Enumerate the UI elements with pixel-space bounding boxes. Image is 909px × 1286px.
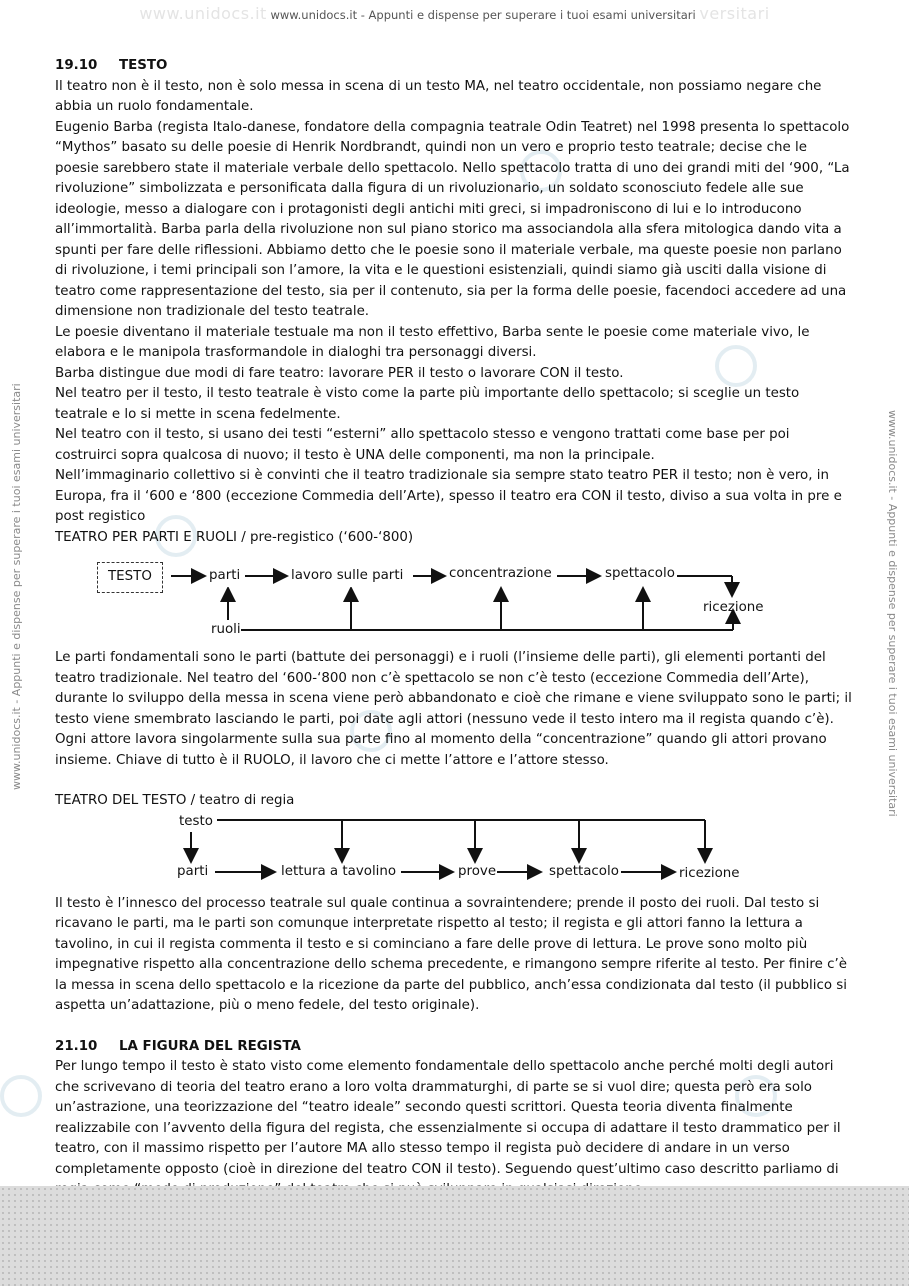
diagram-node-testo: TESTO [97,562,163,593]
diagram-node-spettacolo: spettacolo [605,564,675,585]
section-title: LA FIGURA DEL REGISTA [119,1038,301,1054]
diagram-node-lettura: lettura a tavolino [281,863,397,879]
paragraph: Nell’immaginario collettivo si è convinti che il teatro tradizionale sia sempre stato teatro PER il testo; non è vero, in Europa, fra il ‘600 e ‘800 (eccezione Commedia dell’Arte), spesso il teatro era CON il testo, diviso a sua volta in pre e post registico [55,468,842,524]
spacer [55,1017,855,1037]
paragraph: Il teatro non è il testo, non è solo messa in scena di un testo MA, nel teatro occidentale, non possiamo negare che abbia un ruolo fondamentale. [55,78,822,114]
section-number: 21.10 [55,1038,98,1054]
side-watermark-right: www.unidocs.it - Appunti e dispense per superare i tuoi esami universitari [886,410,899,817]
diagram-caption: TEATRO DEL TESTO / teatro di regia [55,793,295,808]
paragraph: Nel teatro per il testo, il testo teatrale è visto come la parte più importante dello spettacolo; si sceglie un testo teatrale e lo si mette in scena fedelmente. [55,386,800,422]
diagram-node-concentrazione: concentrazione [449,564,552,585]
paragraph: Per lungo tempo il testo è stato visto come elemento fondamentale dello spettacolo anche perché molti degli autori che scrivevano di teoria del teatro erano a loro volta drammaturghi, di parte se si vuol dire; questa però era solo un’astrazione, una teorizzazione del “teatro ideale” secondo questi scrittori. Questa teoria diventa finalmente realizzabile con l’avvento della figura del regista, che essenzialmente si occupa di adattare il testo drammatico per il teatro, con il massimo rispetto per l’autore MA allo stesso tempo il regista può decidere di andare in un verso completamente opposto (cioè in direzione del teatro CON il testo). Seguendo quest’ultimo caso descritto parliamo di [55,1059,841,1177]
document-body [55,56,855,1201]
diagram-node-testo: testo [179,812,213,833]
diagram-caption: TEATRO PER PARTI E RUOLI / pre-registico (‘600-‘800) [55,529,414,545]
paragraph: Eugenio Barba (regista Italo-danese, fondatore della compagnia teatrale Odin Teatret) nel 1998 presenta lo spettacolo “Mythos” basato su delle poesie di Henrik Nordbrandt, quindi non un vero e proprio testo teatrale; decise che le poesie sarebbero state il materiale verbale dello spettacolo. Nello spettacolo tratta di uno dei grandi miti del ‘900, “La rivoluzione” simbolizzata e personificata dalla figura di un rivoluzionario, un soldato sconosciuto fedele alle sue ideologie, messo a dialogare con i protagonisti degli antichi miti greci, si impadroniscono di lui e lo introducono all’immortalità. Barba parla della rivoluzione non sul piano storico ma associandola alla sfera mitologica dando vita a spunti per fare delle riflessioni. Abbiamo detto che le poesie sono il materiale verbale, ma queste poesie non parlano di rivoluzione, i temi principali son l’amore, la vita e le questioni esistenziali, quindi siamo già usciti dalla visione di teatro come rappresentazione del testo, sia per il contenuto, sia per la forma delle poesie, facendoci accedere ad una dimensione non tradizionale del testo teatrale. [55,119,850,319]
paragraph: Le poesie diventano il materiale testuale ma non il testo effettivo, Barba sente le poesie come materiale vivo, le elabora e le manipola trasformandole in dialoghi tra personaggi diversi. [55,324,810,360]
diagram-node-prove: prove [458,863,497,879]
header-text: www.unidocs.it - Appunti e dispense per superare i tuoi esami universitari [270,8,696,22]
header-ghost-left: www.unidocs.it [139,4,267,23]
diagram-node-spettacolo: spettacolo [549,863,619,879]
section-number: 19.10 [55,58,98,73]
paragraph: Barba distingue due modi di fare teatro: lavorare PER il testo o lavorare CON il testo. [55,365,624,381]
watermark-logo-icon [0,1075,42,1117]
diagram-node-ricezione: ricezione [703,600,764,615]
section-heading [55,1037,855,1058]
diagram-node-ruoli: ruoli [211,620,241,641]
diagram-node-parti: parti [177,863,209,879]
page-header-watermark [0,4,909,23]
flow-diagram-teatro-di-regia [55,812,855,894]
section-title: TESTO [119,58,168,73]
paragraph: Il testo è l’innesco del processo teatrale sul quale continua a sovraintendere; prende il posto dei ruoli. Dal testo si ricavano le parti, ma le parti son comunque interpretate rispetto al testo; il regista e gli attori fanno la lettura a tavolino, in cui il regista commenta il testo e si cominciano a fare delle prove di lettura. Le prove sono molto più impegnative rispetto alla concentrazione dello schema precedente, e rimangono sempre riferite al testo. Per finire c’è la messa in scena dello spettacolo e la ricezione da parte del pubblico, anch’essa condizionata dal testo (il pubblico si aspetta un’adattazione, più o meno fedele, del testo originale). [55,895,847,1013]
section-heading [55,56,855,77]
flow-diagram-pre-registico [55,548,855,648]
paragraph: Le parti fondamentali sono le parti (battute dei personaggi) e i ruoli (l’insieme delle parti), gli elementi portanti del teatro tradizionale. Nel teatro del ‘600-‘800 non c’è spettacolo se non c’è testo (eccezione Commedia dell’Arte), durante lo sviluppo della messa in scena viene però abbandonato e cioè che rimane e viene sviluppato sono le parti; il testo viene smembrato lasciando le parti, poi date agli attori (nessuno vede il testo intero ma il regista quando c’è). Ogni attore lavora singolarmente sulla sua parte fino al momento della “concentrazione” quando gli attori provano insieme. Chiave di tutto è il RUOLO, il lavoro che ci mette l’attore e l’attore stesso. [55,650,852,768]
paragraph: Nel teatro con il testo, si usano dei testi “esterni” allo spettacolo stesso e vengono trattati come base per poi costruirci sopra qualcosa di nuovo; il testo è UNA delle componenti, ma non la principale. [55,427,790,463]
side-watermark-left: www.unidocs.it - Appunti e dispense per superare i tuoi esami universitari [10,383,23,790]
diagram-node-lavoro: lavoro sulle parti [291,566,403,587]
diagram-node-parti: parti [209,566,240,587]
diagram-node-ricezione: ricezione [679,865,740,881]
header-ghost-right: versitari [699,4,770,23]
blurred-preview-overlay [0,1186,909,1286]
spacer [55,771,855,791]
